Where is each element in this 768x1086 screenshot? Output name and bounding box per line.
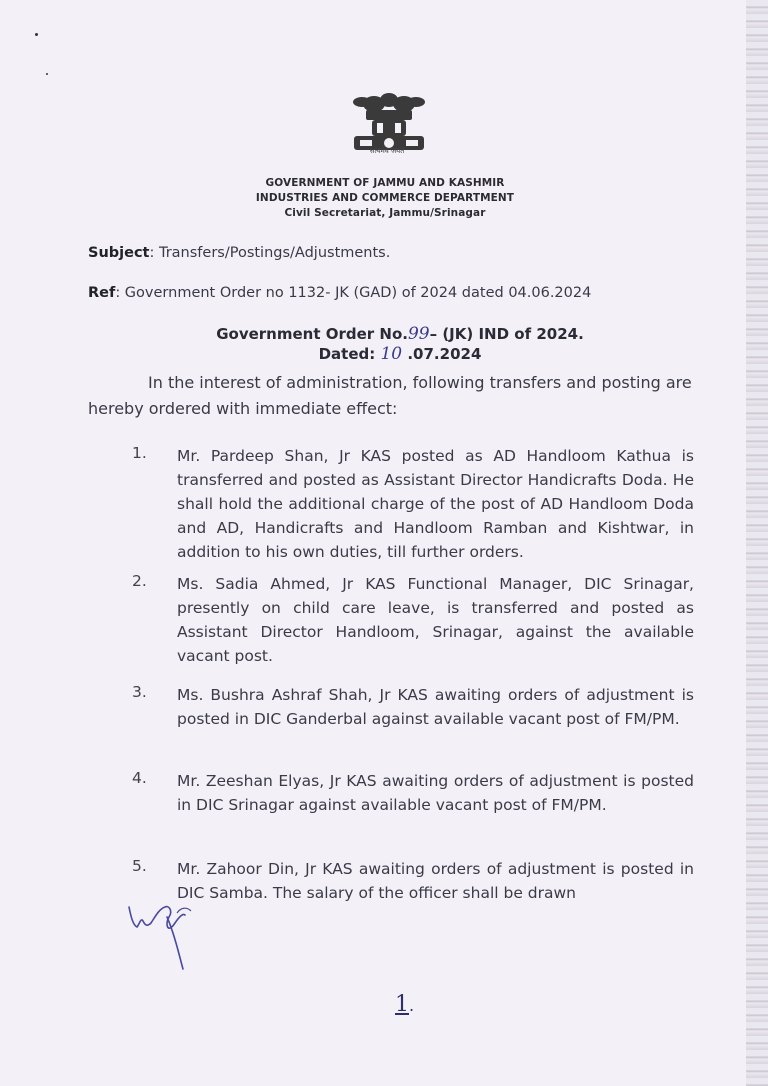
- reference-line: [88, 285, 591, 301]
- letterhead: [180, 176, 590, 221]
- subject-text: : Transfers/Postings/Adjustments.: [149, 245, 391, 261]
- order-date: [120, 344, 680, 364]
- signature-icon: [125, 895, 205, 975]
- letterhead-address: Civil Secretariat, Jammu/Srinagar: [284, 207, 486, 219]
- list-item-text: Mr. Zahoor Din, Jr KAS awaiting orders of adjustment is posted in DIC Samba. The salary of the officer shall be drawn: [177, 860, 694, 902]
- list-item-text: Ms. Bushra Ashraf Shah, Jr KAS awaiting orders of adjustment is posted in DIC Ganderbal against available vacant post of FM/PM.: [177, 686, 694, 728]
- reference-text: : Government Order no 1132- JK (GAD) of 2024 dated 04.06.2024: [115, 285, 592, 301]
- subject-label: Subject: [88, 245, 150, 261]
- order-number: [120, 324, 680, 344]
- order-date-label: Dated:: [318, 345, 376, 363]
- list-item-text: Ms. Sadia Ahmed, Jr KAS Functional Manager, DIC Srinagar, presently on child care leave, is transferred and posted as Assistant Director Handloom, Srinagar, against the available vacant post.: [177, 575, 694, 665]
- scan-speck: [46, 73, 48, 75]
- scan-speck: [35, 33, 38, 36]
- order-number-suffix: – (JK) IND of 2024.: [429, 325, 584, 343]
- list-item-number: 3.: [132, 683, 147, 701]
- intro-text: In the interest of administration, following transfers and posting are hereby ordered with immediate effect:: [88, 373, 692, 418]
- list-item-number: 4.: [132, 769, 147, 787]
- list-item-number: 1.: [132, 444, 147, 462]
- order-date-rest: .07.2024: [407, 345, 482, 363]
- emblem-motto: सत्यमेव जयते: [369, 147, 405, 155]
- list-item-number: 2.: [132, 572, 147, 590]
- letterhead-department: INDUSTRIES AND COMMERCE DEPARTMENT: [255, 192, 515, 204]
- page-number-dot: .: [409, 996, 415, 1015]
- list-item-text: Mr. Zeeshan Elyas, Jr KAS awaiting orders of adjustment is posted in DIC Srinagar against available vacant post of FM/PM.: [177, 772, 694, 814]
- intro-paragraph: [88, 370, 692, 422]
- order-date-handwritten: 10: [380, 344, 403, 364]
- subject-line: [88, 245, 390, 261]
- page-number: [395, 992, 414, 1017]
- order-number-prefix: Government Order No.: [216, 325, 408, 343]
- list-item-text: Mr. Pardeep Shan, Jr KAS posted as AD Handloom Kathua is transferred and posted as Assistant Director Handicrafts Doda. He shall hold the additional charge of the post of AD Handloom Doda and AD, Handicrafts and Handloom Ramban and Kishtwar, in addition to his own duties, till further orders.: [177, 447, 694, 561]
- reference-label: Ref: [88, 285, 116, 301]
- letterhead-government: GOVERNMENT OF JAMMU AND KASHMIR: [265, 177, 505, 189]
- list-item-number: 5.: [132, 857, 147, 875]
- scan-edge-shadow: [746, 0, 768, 1086]
- page-number-value: 1: [395, 992, 409, 1017]
- order-number-handwritten: 99: [407, 324, 430, 344]
